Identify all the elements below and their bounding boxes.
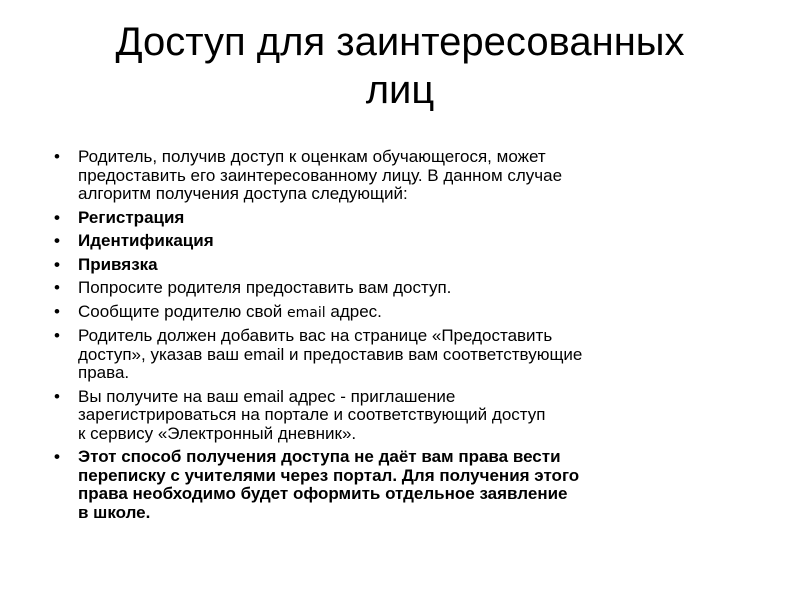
bullet-item: [48, 148, 748, 204]
bullet-line: Регистрация: [78, 207, 185, 227]
bullet-dot-icon: •: [54, 278, 60, 297]
bullet-text-part: Сообщите родителю свой: [78, 301, 288, 321]
bullet-line: Родитель должен добавить вас на странице «Предоставить: [78, 326, 553, 345]
bullet-line: Привязка: [78, 254, 158, 274]
bullet-line: Родитель, получив доступ к оценкам обучающегося, может: [78, 147, 546, 166]
bullet-line: к сервису «Электронный дневник».: [78, 423, 357, 443]
bullet-dot-icon: •: [54, 386, 60, 406]
bullet-text-part: email: [287, 304, 326, 321]
bullet-dot-icon: •: [54, 231, 60, 250]
bullet-item: [48, 279, 748, 298]
bullet-line: предоставить его заинтересованному лицу. В данном случае: [78, 165, 563, 185]
bullet-item: [48, 256, 748, 275]
bullet-line: [78, 303, 748, 323]
bullet-text-part: адрес.: [325, 301, 382, 321]
bullet-line: права необходимо будет оформить отдельное заявление: [78, 484, 568, 503]
bullet-dot-icon: •: [54, 301, 60, 321]
bullet-dot-icon: •: [54, 326, 60, 345]
slide-title-line-1: Доступ для заинтересованных: [115, 20, 685, 64]
bullet-line: Идентификация: [78, 231, 214, 250]
bullet-line: в школе.: [78, 502, 151, 522]
slide-title: [40, 18, 760, 114]
bullet-dot-icon: •: [54, 147, 60, 166]
bullet-dot-icon: •: [54, 254, 60, 274]
bullet-line: Вы получите на ваш email адрес - приглашение: [78, 386, 456, 406]
bullet-line: зарегистрироваться на портале и соответствующий доступ: [78, 405, 546, 424]
bullet-line: доступ», указав ваш email и предоставив вам соответствующие: [78, 344, 583, 364]
bullet-line: переписку с учителями через портал. Для получения этого: [78, 465, 580, 485]
bullet-item: [48, 448, 748, 522]
bullet-dot-icon: •: [54, 447, 60, 466]
bullet-line: права.: [78, 363, 130, 382]
slide-title-line-2: лиц: [365, 68, 435, 112]
bullet-line: Этот способ получения доступа не даёт вам права вести: [78, 447, 561, 466]
bullet-line: Попросите родителя предоставить вам доступ.: [78, 278, 452, 297]
bullet-list: [48, 148, 748, 527]
bullet-item: [48, 209, 748, 228]
bullet-item: [48, 388, 748, 444]
bullet-line: алгоритм получения доступа следующий:: [78, 184, 408, 203]
bullet-dot-icon: •: [54, 207, 60, 227]
bullet-item: [48, 303, 748, 323]
bullet-item: [48, 232, 748, 251]
bullet-item: [48, 327, 748, 383]
